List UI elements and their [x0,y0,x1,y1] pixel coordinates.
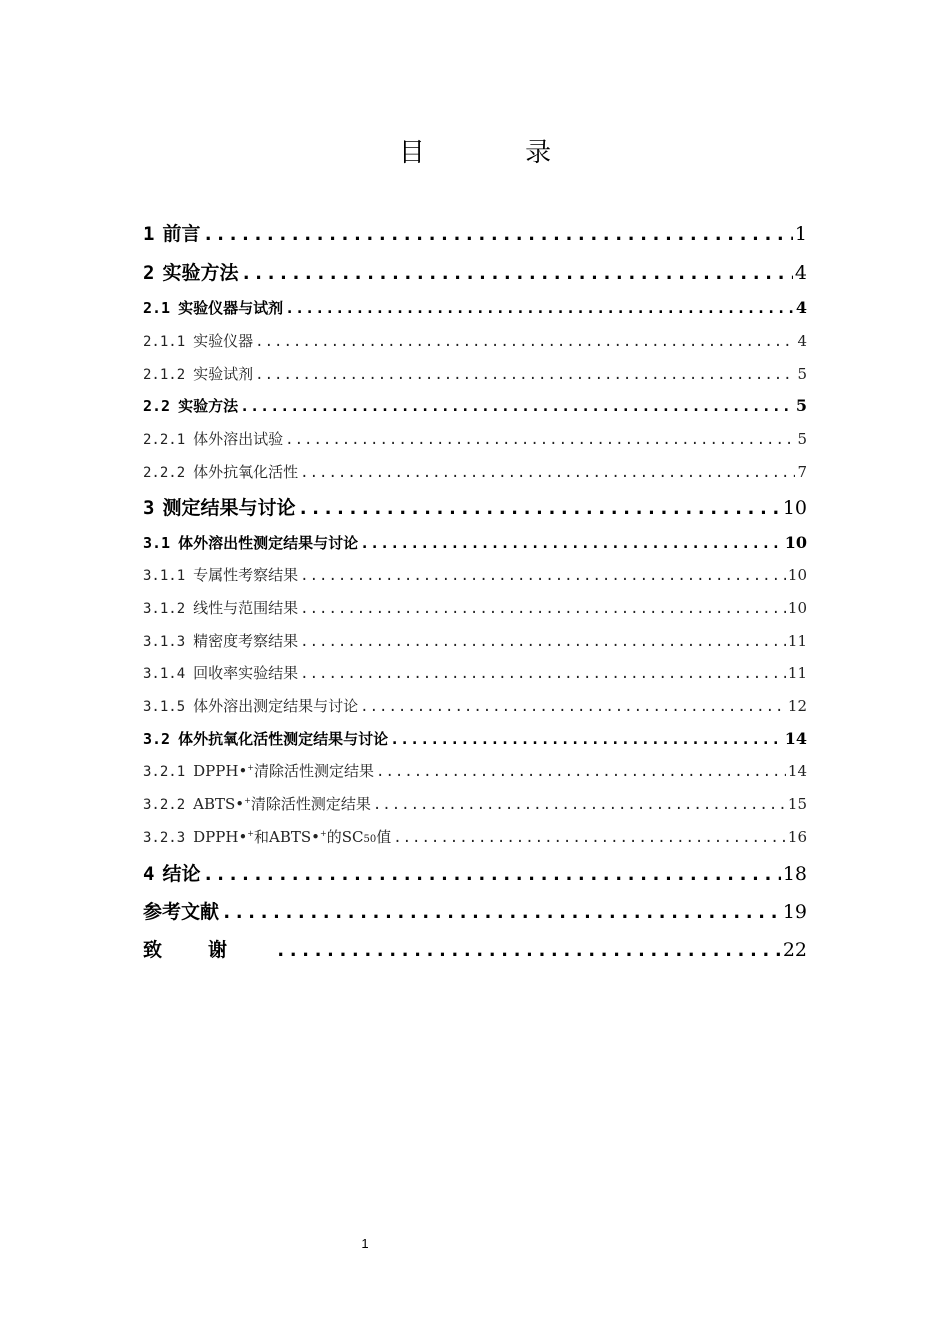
title-part: 清除活性测定结果 [254,762,375,780]
toc-number: 2.2.2 [143,465,186,481]
toc-number: 3.1.1 [143,568,186,584]
title-part: 值 [376,828,392,846]
dot-leader [360,699,786,715]
toc-entry-2-1-1[interactable] [143,330,807,351]
toc-number: 3.2.3 [143,830,186,846]
dot-leader [390,730,783,748]
dot-leader [373,797,786,813]
toc-page: 5 [795,396,807,415]
toc-number: 2.2 [143,397,171,415]
toc-entry-3-1-1[interactable] [143,564,807,585]
title-part: DPPH• [193,828,248,846]
toc-page: 10 [782,497,807,519]
toc-page: 4 [797,332,807,350]
toc-page: 16 [787,828,807,846]
toc-number: 2.2.1 [143,432,186,448]
toc-title: 实验仪器与试剂 [178,299,284,317]
toc-page: 1 [794,223,807,245]
toc-entry-references[interactable] [143,897,807,924]
toc-title: 参考文献 [143,901,220,923]
toc-number: 3.2.1 [143,764,186,780]
toc-entry-3-1[interactable] [143,532,807,553]
footer-page-number: 1 [361,1236,369,1251]
toc-number: 3.1.4 [143,666,186,682]
toc-number: 3.1.3 [143,634,186,650]
toc-entry-3-1-4[interactable] [143,662,807,683]
toc-entry-2-2-2[interactable] [143,461,807,482]
toc-number: 2.1 [143,299,171,317]
toc-title: 体外抗氧化活性 [193,463,299,481]
dot-leader [285,299,794,317]
toc-title: 致谢 [143,939,274,961]
toc-page: 11 [787,664,807,682]
superscript: + [244,796,251,805]
toc-page: 22 [782,939,807,961]
title-part: ABTS• [193,795,245,813]
toc-entry-3-1-5[interactable] [143,695,807,716]
toc-number: 3 [143,497,155,519]
toc-number: 3.2 [143,730,171,748]
toc-page: 19 [782,901,807,923]
toc-title: 线性与范围结果 [193,599,299,617]
toc-title: 回收率实验结果 [193,664,299,682]
dot-leader [360,534,783,552]
toc-title: 体外溶出性测定结果与讨论 [178,534,359,552]
toc-entry-3[interactable] [143,493,807,520]
dot-leader [240,262,792,284]
toc-title: 体外溶出测定结果与讨论 [193,697,359,715]
toc-title: 测定结果与讨论 [162,497,296,519]
dot-leader [255,334,795,350]
toc-title: 结论 [162,863,201,885]
toc-page: 10 [787,599,807,617]
toc-page: 11 [787,632,807,650]
toc-page: 10 [787,566,807,584]
dot-leader [275,939,781,961]
toc-page: 5 [797,430,807,448]
toc-title: 实验方法 [178,397,239,415]
dot-leader [285,432,795,448]
toc-entry-3-1-2[interactable] [143,597,807,618]
toc-title: 实验试剂 [193,365,254,383]
toc-page: 7 [797,463,807,481]
toc-entry-2-1-2[interactable] [143,363,807,384]
toc-title: 专属性考察结果 [193,566,299,584]
dot-leader [240,397,794,415]
dot-leader [300,666,786,682]
toc-number: 2 [143,262,155,284]
toc-title: 体外溶出试验 [193,430,284,448]
toc-entry-3-2-1[interactable] [143,760,807,781]
toc-page: 4 [795,298,807,317]
toc-entry-4[interactable] [143,859,807,886]
toc-title: 体外抗氧化活性测定结果与讨论 [178,730,389,748]
toc-entry-3-2-3[interactable] [143,826,807,847]
dot-leader [202,223,792,245]
dot-leader [300,465,795,481]
toc-page: 14 [787,762,807,780]
title-part: 清除活性测定结果 [250,795,371,813]
toc-page: 4 [794,262,807,284]
dot-leader [300,568,786,584]
toc-entry-2[interactable] [143,258,807,285]
subscript: 50 [363,834,377,845]
toc-page: 10 [784,533,807,552]
toc-number: 3.1 [143,534,171,552]
toc-title [193,793,371,814]
dot-leader [297,497,780,519]
toc-entry-3-1-3[interactable] [143,630,807,651]
toc-page: 14 [784,729,807,748]
superscript: + [247,829,254,838]
toc-page: 15 [787,795,807,813]
toc-entry-2-2[interactable] [143,395,807,416]
toc-number: 1 [143,223,155,245]
toc-entry-2-1[interactable] [143,297,807,318]
toc-number: 2.1.2 [143,367,186,383]
toc-entry-1[interactable] [143,219,807,246]
title-part: 和ABTS• [254,828,320,846]
toc-title [193,760,374,781]
dot-leader [221,901,781,923]
toc-entry-3-2-2[interactable] [143,793,807,814]
superscript: + [319,829,327,838]
toc-entry-3-2[interactable] [143,728,807,749]
toc-page: 5 [797,365,807,383]
toc-number: 4 [143,863,155,885]
dot-leader [300,601,786,617]
toc-number: 3.2.2 [143,797,186,813]
page-title: 目 录 [398,138,598,168]
dot-leader [376,764,786,780]
dot-leader [202,863,780,885]
toc-title: 前言 [162,223,201,245]
title-part: 的SC [326,828,364,846]
toc-number: 2.1.1 [143,334,186,350]
toc-number: 3.1.5 [143,699,186,715]
superscript: + [247,763,254,772]
toc-number: 3.1.2 [143,601,186,617]
dot-leader [300,634,786,650]
title-part: DPPH• [193,762,248,780]
toc-page: 12 [787,697,807,715]
toc-title: 精密度考察结果 [193,632,299,650]
dot-leader [393,830,786,846]
toc-entry-2-2-1[interactable] [143,428,807,449]
toc-title: 实验方法 [162,262,239,284]
toc-entry-acknowledgements[interactable] [143,935,807,962]
toc-page: 18 [782,863,807,885]
toc-title: 实验仪器 [193,332,254,350]
toc-title [193,826,391,847]
dot-leader [255,367,795,383]
